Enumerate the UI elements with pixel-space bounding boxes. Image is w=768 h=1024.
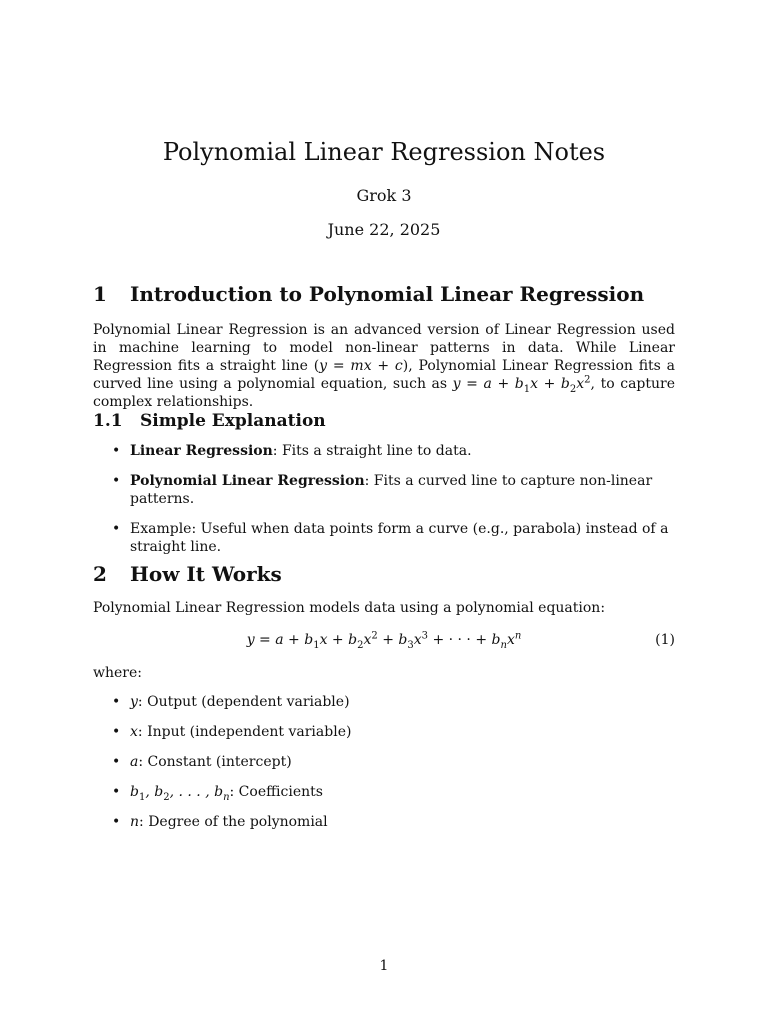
subsection-1-1-heading <box>93 411 326 431</box>
line-eq-sep: = <box>327 358 351 374</box>
page-number: 1 <box>379 958 389 974</box>
list-item <box>112 723 675 741</box>
list-item-text: : Fits a curved line to capture non-linear patterns. <box>130 473 653 507</box>
line-equation: y <box>319 358 328 374</box>
section-title: Introduction to Polynomial Linear Regression <box>130 282 645 306</box>
section-2-heading <box>93 562 282 586</box>
list-item <box>112 813 675 831</box>
variable-symbol: n <box>130 814 140 830</box>
line-eq-rhs: mx <box>350 358 372 374</box>
variable-description: : Coefficients <box>229 784 323 800</box>
variable-description: : Degree of the polynomial <box>139 814 328 830</box>
document-author: Grok 3 <box>356 186 412 205</box>
list-item <box>112 520 675 556</box>
variable-symbol: a <box>130 754 139 770</box>
list-item <box>112 472 675 508</box>
poly-example-equation: $y = a + b_1x + b_2x^2$ <box>452 374 591 395</box>
variable-symbol: y <box>130 694 138 710</box>
list-item <box>112 693 675 711</box>
document-title: Polynomial Linear Regression Notes <box>162 138 606 166</box>
list-item <box>112 783 675 801</box>
list-item <box>112 753 675 771</box>
document-date: June 22, 2025 <box>327 220 441 239</box>
variable-description: : Output (dependent variable) <box>137 694 350 710</box>
variable-definitions-list <box>112 693 675 843</box>
variable-symbol: $b_1$, $b_2$, . . . , $b_n$ <box>130 784 230 803</box>
list-item-text: Example: Useful when data points form a curve (e.g., parabola) instead of a straight line. <box>130 521 669 555</box>
how-it-works-paragraph: Polynomial Linear Regression models data using a polynomial equation: <box>93 600 606 616</box>
subsection-title: Simple Explanation <box>140 411 326 431</box>
line-eq-c: c <box>394 358 403 374</box>
section-number: 1 <box>93 282 107 306</box>
list-item-text: : Fits a straight line to data. <box>272 443 472 459</box>
subsection-number: 1.1 <box>93 411 123 431</box>
where-label: where: <box>93 665 142 681</box>
section-1-heading <box>93 282 644 306</box>
list-item-bold: Linear Regression <box>130 443 273 459</box>
intro-text-b: ), Polynomial Linear Regression fits a curved line using a polynomial equation, such as <box>93 358 675 392</box>
polynomial-equation <box>93 632 675 652</box>
simple-explanation-list <box>112 442 675 568</box>
variable-symbol: x <box>130 724 138 740</box>
variable-description: : Input (independent variable) <box>137 724 352 740</box>
list-item <box>112 442 675 460</box>
section-number: 2 <box>93 562 107 586</box>
line-eq-plus: + <box>371 358 395 374</box>
equation-number: (1) <box>655 632 675 648</box>
section-title: How It Works <box>130 562 282 586</box>
intro-paragraph <box>93 321 675 411</box>
intro-text-c: , to capture complex relationships. <box>93 376 675 410</box>
intro-text-a: Polynomial Linear Regression is an advanced version of Linear Regression used in machine learning to model non-linear patterns in data. While Linear Regression fits a straight line ( <box>93 322 675 374</box>
variable-description: : Constant (intercept) <box>138 754 292 770</box>
list-item-bold: Polynomial Linear Regression <box>130 473 365 489</box>
equation-body: $y = a + b_1x + b_2x^2 + b_3x^3$ + · · · + $b_nx^n$ <box>246 630 522 651</box>
